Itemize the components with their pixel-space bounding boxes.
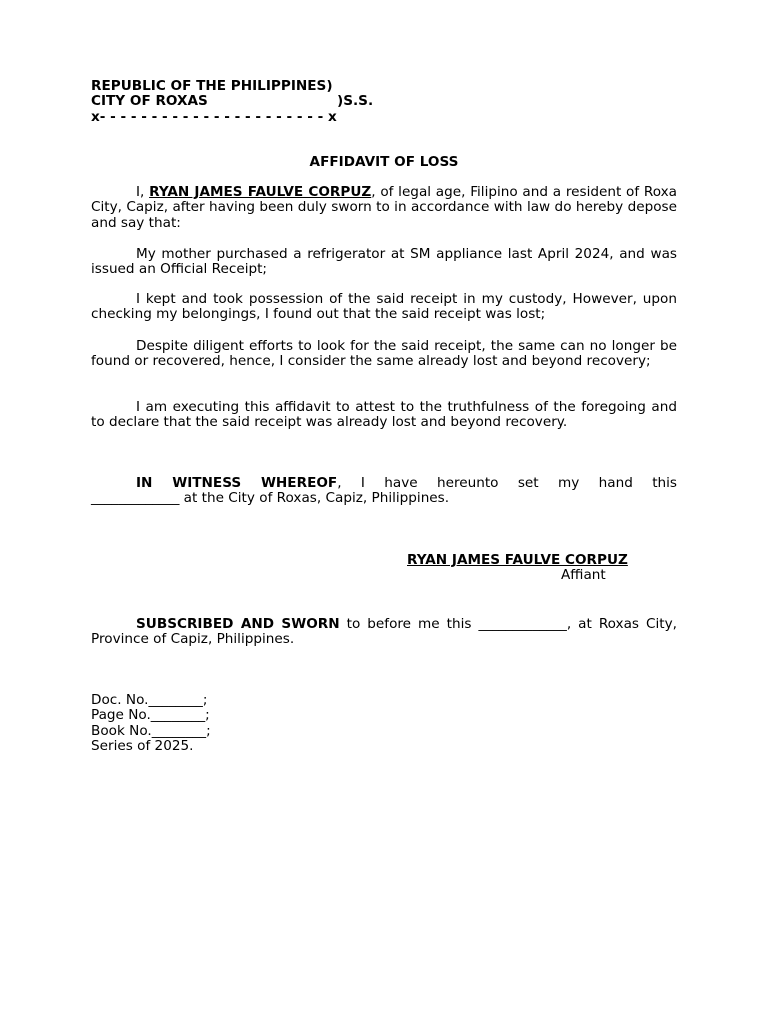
intro-prefix: I, <box>136 184 150 200</box>
paragraph-possession: I kept and took possession of the said receipt in my custody, However, upon checking my belongings, I found out that the said receipt was lost; <box>91 291 677 323</box>
witness-paragraph <box>91 476 677 507</box>
jurat-heading: SUBSCRIBED AND SWORN <box>136 616 340 632</box>
signature-name: RYAN JAMES FAULVE CORPUZ <box>407 552 628 568</box>
caption-city-line <box>91 94 677 109</box>
jurat-date-blank: _____________ <box>478 616 567 632</box>
page-no: Page No.________; <box>91 707 210 724</box>
jurat-text-1: to before me this <box>339 616 479 632</box>
doc-no: Doc. No.________; <box>91 692 208 708</box>
book-no: Book No.________; <box>91 722 211 739</box>
jurat-paragraph <box>91 617 677 648</box>
case-caption <box>91 79 677 125</box>
caption-city: CITY OF ROXAS <box>91 93 208 110</box>
intro-paragraph <box>91 185 677 231</box>
paragraph-purchase: My mother purchased a refrigerator at SM appliance last April 2024, and was issued an Official Receipt; <box>91 246 677 278</box>
caption-republic: REPUBLIC OF THE PHILIPPINES) <box>91 78 333 94</box>
intro-suffix: , of legal age, Filipino and a resident of Roxa City, Capiz, after having been duly sworn to in accordance with law do hereby depose and say that: <box>91 184 677 231</box>
notarial-register <box>91 693 677 755</box>
document-title: AFFIDAVIT OF LOSS <box>309 154 459 170</box>
witness-line-1 <box>91 476 677 491</box>
witness-line-2 <box>91 491 677 506</box>
caption-ss: )S.S. <box>337 93 374 110</box>
witness-text-1: , I have hereunto set my hand this <box>337 475 677 491</box>
witness-text-2: at the City of Roxas, Capiz, Philippines. <box>179 490 450 507</box>
witness-heading: IN WITNESS WHEREOF <box>136 475 338 491</box>
caption-separator: x- - - - - - - - - - - - - - - - - - - - - - x <box>91 108 337 125</box>
paragraph-search: Despite diligent efforts to look for the said receipt, the same can no longer be found or recovered, hence, I consider the same already lost and beyond recovery; <box>91 338 677 370</box>
affiant-name-inline: RYAN JAMES FAULVE CORPUZ <box>149 184 372 200</box>
jurat-text-2: , at Roxas City, Province of Capiz, Philippines. <box>91 616 677 648</box>
paragraph-purpose: I am executing this affidavit to attest to the truthfulness of the foregoing and to declare that the said receipt was already lost and beyond recovery. <box>91 399 677 431</box>
witness-date-blank: _____________ <box>91 490 180 507</box>
series-year: Series of 2025. <box>91 738 194 755</box>
signature-label: Affiant <box>561 567 606 583</box>
